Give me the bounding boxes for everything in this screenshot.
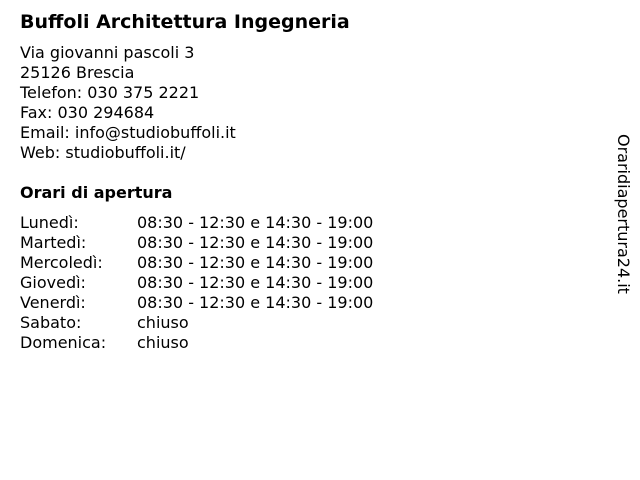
day-time: 08:30 - 12:30 e 14:30 - 19:00 (137, 253, 374, 272)
day-label: Mercoledì: (20, 253, 103, 272)
day-label: Sabato: (20, 313, 82, 332)
day-label: Venerdì: (20, 293, 86, 312)
day-label: Domenica: (20, 333, 107, 352)
email-text: Email: info@studiobuffoli.it (20, 123, 236, 142)
address-city: 25126 Brescia (20, 63, 135, 82)
day-time: chiuso (137, 313, 189, 332)
address-street: Via giovanni pascoli 3 (20, 43, 195, 62)
day-time: 08:30 - 12:30 e 14:30 - 19:00 (137, 213, 374, 232)
day-time: 08:30 - 12:30 e 14:30 - 19:00 (137, 293, 374, 312)
website-text: Web: studiobuffoli.it/ (20, 143, 186, 162)
hours-row-thursday (20, 273, 373, 293)
hours-row-friday (20, 293, 373, 313)
day-time: chiuso (137, 333, 189, 352)
hours-row-wednesday (20, 253, 373, 273)
day-time: 08:30 - 12:30 e 14:30 - 19:00 (137, 273, 374, 292)
site-watermark: Oraridiapertura24.it (614, 134, 633, 294)
hours-row-sunday (20, 333, 373, 353)
opening-hours-heading: Orari di apertura (20, 183, 173, 202)
fax-text: Fax: 030 294684 (20, 103, 155, 122)
hours-row-saturday (20, 313, 373, 333)
business-title: Buffoli Architettura Ingegneria (20, 11, 350, 33)
day-label: Martedì: (20, 233, 87, 252)
phone-text: Telefon: 030 375 2221 (20, 83, 200, 102)
opening-hours-list (20, 213, 373, 353)
contact-block (20, 43, 236, 163)
day-time: 08:30 - 12:30 e 14:30 - 19:00 (137, 233, 374, 252)
day-label: Giovedì: (20, 273, 86, 292)
day-label: Lunedì: (20, 213, 79, 232)
hours-row-monday (20, 213, 373, 233)
hours-row-tuesday (20, 233, 373, 253)
